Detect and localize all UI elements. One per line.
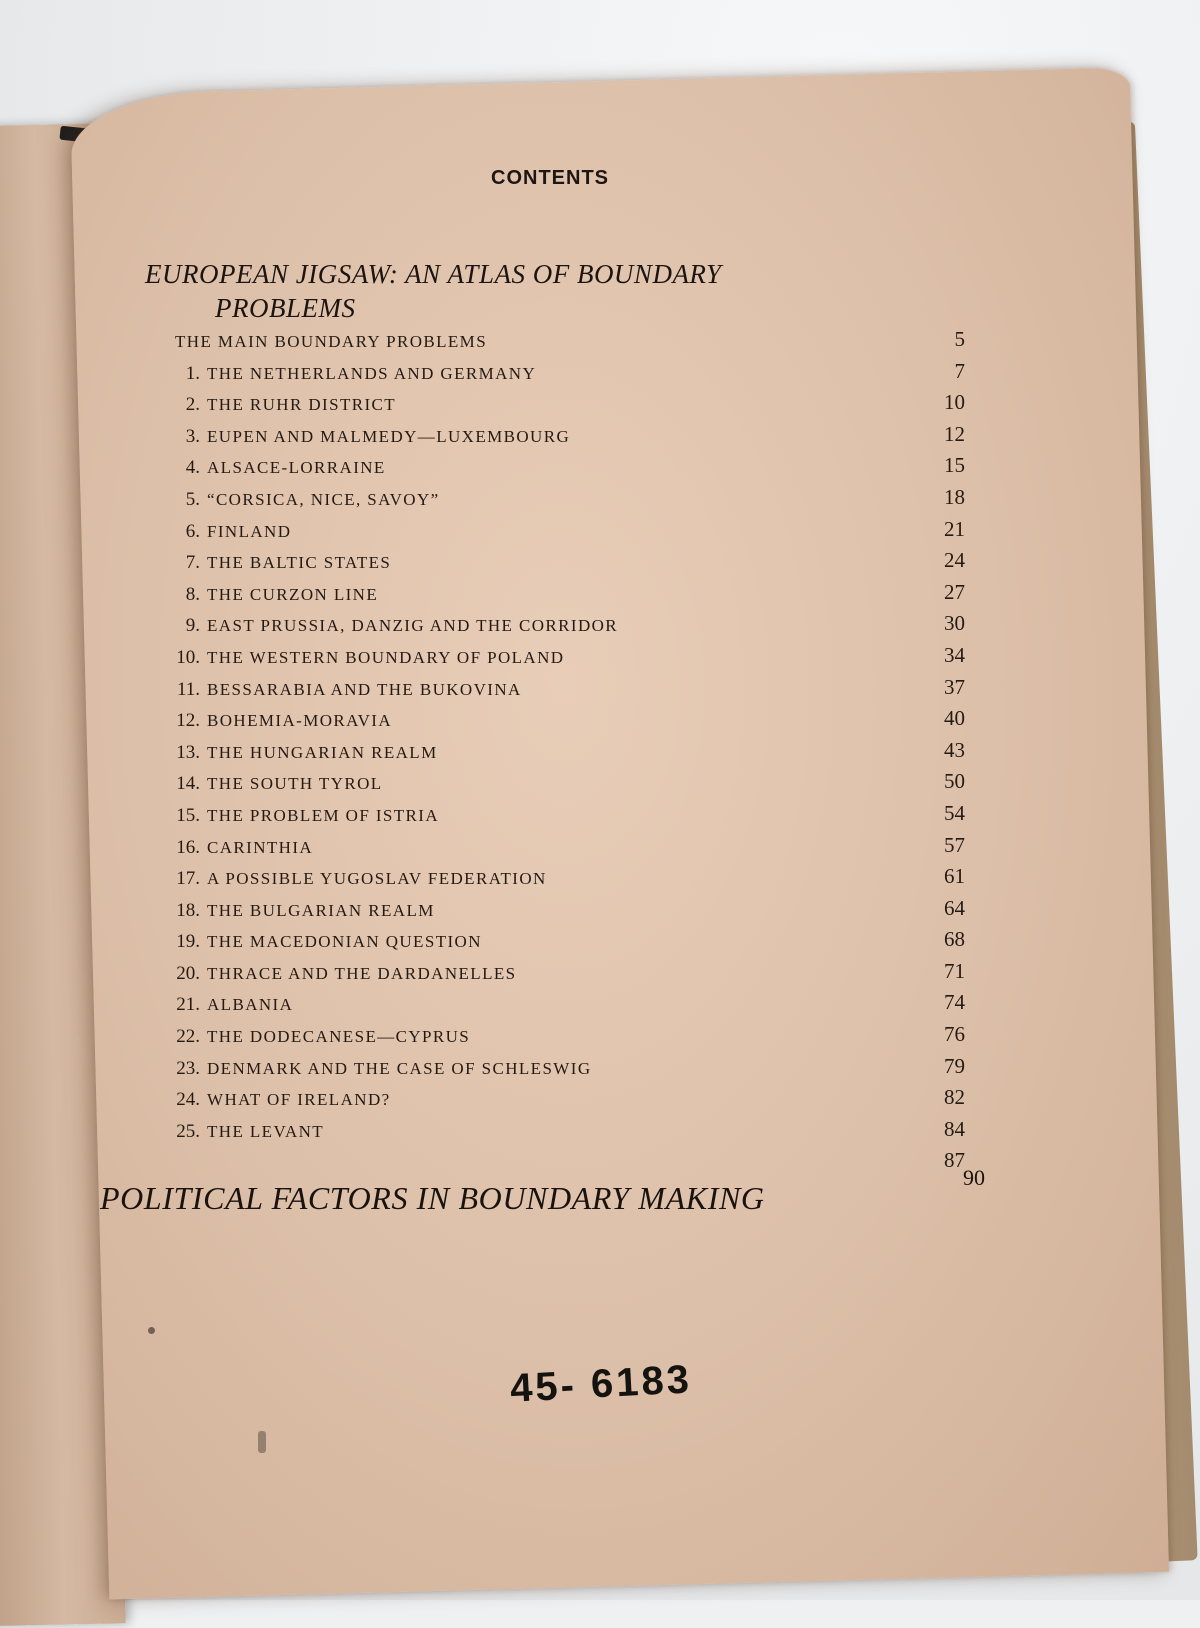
toc-entry-number: 9.	[185, 615, 200, 637]
part-title-line-2: PROBLEMS	[215, 293, 356, 323]
toc-entry-title: THE MAIN BOUNDARY PROBLEMS	[175, 332, 488, 351]
toc-entry-number: 13.	[176, 741, 200, 763]
toc-entry-number: 10.	[176, 646, 200, 668]
accession-stamp: 45- 6183	[509, 1357, 693, 1411]
toc-entry-number: 5.	[185, 488, 200, 510]
toc-entry-title: BOHEMIA-MORAVIA	[207, 711, 393, 731]
toc-entry	[155, 485, 995, 517]
toc-entry-number: 12.	[176, 710, 200, 732]
toc-entry-title: EAST PRUSSIA, DANZIG AND THE CORRIDOR	[207, 616, 619, 636]
part-title	[145, 257, 845, 325]
toc-entry-page: 43	[944, 737, 965, 762]
toc-entry-number: 20.	[176, 962, 200, 984]
toc-entry	[155, 517, 995, 549]
toc-entry-page: 37	[944, 674, 965, 699]
toc-entry-number: 4.	[185, 457, 200, 479]
toc-entry-title: THE RUHR DISTRICT	[207, 395, 397, 415]
toc-entry	[155, 896, 995, 928]
toc-entry-title: THE HUNGARIAN REALM	[207, 742, 438, 762]
toc-entry-page: 21	[944, 516, 965, 541]
toc-entry-page: 74	[944, 990, 965, 1015]
toc-entry	[155, 801, 995, 833]
toc-entry-title: CARINTHIA	[207, 837, 314, 857]
toc-entry-title: FINLAND	[207, 521, 292, 541]
toc-entry-title: THE WESTERN BOUNDARY OF POLAND	[207, 647, 565, 667]
toc-entry-number: 22.	[176, 1026, 200, 1048]
toc-entry-number: 19.	[176, 931, 200, 953]
toc-entry-title: THE BULGARIAN REALM	[207, 900, 435, 920]
toc-entry	[155, 959, 995, 991]
toc-entry-title: THE DODECANESE—CYPRUS	[207, 1027, 471, 1047]
page-title: CONTENTS	[491, 167, 609, 189]
toc-entry-page: 24	[944, 548, 965, 573]
toc-entry-page: 18	[944, 484, 965, 509]
toc-entry-page: 10	[944, 390, 965, 415]
ink-smudge	[258, 1431, 266, 1453]
toc-entry	[155, 1022, 995, 1054]
toc-entry-number: 18.	[176, 899, 200, 921]
toc-entry-page: 34	[944, 642, 965, 667]
toc-entry-number: 23.	[176, 1057, 200, 1079]
toc-entry-page: 27	[944, 579, 965, 604]
toc-entry-page: 15	[944, 453, 965, 478]
toc-list	[155, 327, 995, 1180]
toc-entry-title: ALSACE-LORRAINE	[207, 458, 386, 478]
toc-entry-page: 82	[944, 1085, 965, 1110]
toc-entry-page: 50	[944, 769, 965, 794]
toc-entry-number: 7.	[185, 552, 200, 574]
toc-entry-title: THRACE AND THE DARDANELLES	[207, 963, 517, 983]
toc-entry-page: 30	[944, 611, 965, 636]
toc-entry-number: 21.	[176, 994, 200, 1016]
toc-entry	[155, 1085, 995, 1117]
toc-entry-number: 24.	[176, 1089, 200, 1111]
toc-entry-title: EUPEN AND MALMEDY—LUXEMBOURG	[207, 426, 571, 446]
toc-entry	[155, 580, 995, 612]
toc-entry	[155, 990, 995, 1022]
toc-entry-title: “CORSICA, NICE, SAVOY”	[207, 489, 440, 509]
toc-entry-title: THE NETHERLANDS AND GERMANY	[207, 363, 537, 383]
toc-entry-title: WHAT OF IRELAND?	[207, 1090, 391, 1110]
toc-entry-title: ALBANIA	[207, 995, 294, 1015]
toc-entry	[155, 833, 995, 865]
toc-entry	[155, 1117, 995, 1149]
ink-dot	[148, 1327, 155, 1334]
toc-entry-page: 7	[954, 358, 965, 383]
toc-entry-title: THE CURZON LINE	[207, 584, 379, 604]
toc-entry-title: THE PROBLEM OF ISTRIA	[207, 805, 439, 825]
toc-entry	[155, 611, 995, 643]
toc-entry-page: 79	[944, 1053, 965, 1078]
toc-entry	[155, 422, 995, 454]
toc-entry-page: 64	[944, 895, 965, 920]
toc-entry-page: 61	[944, 864, 965, 889]
toc-entry	[155, 769, 995, 801]
toc-entry-page: 12	[944, 421, 965, 446]
toc-entry	[155, 359, 995, 391]
toc-entry	[155, 390, 995, 422]
toc-entry	[155, 738, 995, 770]
toc-entry	[155, 706, 995, 738]
toc-entry-page: 40	[944, 706, 965, 731]
toc-entry-number: 8.	[185, 583, 200, 605]
toc-entry-title: A POSSIBLE YUGOSLAV FEDERATION	[207, 869, 547, 889]
toc-entry	[155, 864, 995, 896]
toc-entry-page: 76	[944, 1022, 965, 1047]
toc-entry	[155, 643, 995, 675]
toc-entry	[155, 675, 995, 707]
toc-entry	[155, 327, 995, 359]
toc-entry-number: 25.	[176, 1120, 200, 1142]
toc-entry-page: 54	[944, 800, 965, 825]
toc-entry-number: 15.	[176, 804, 200, 826]
toc-entry	[155, 927, 995, 959]
toc-entry-number: 11.	[176, 678, 200, 700]
toc-entry-page: 71	[944, 958, 965, 983]
toc-entry-title: BESSARABIA AND THE BUKOVINA	[207, 679, 522, 699]
toc-entry-page: 5	[954, 327, 965, 351]
toc-entry-title: THE SOUTH TYROL	[207, 774, 383, 794]
toc-entry	[155, 548, 995, 580]
final-section-title: POLITICAL FACTORS IN BOUNDARY MAKING	[100, 1180, 765, 1216]
toc-entry-page: 68	[944, 927, 965, 952]
toc-entry-number: 17.	[176, 868, 200, 890]
toc-entry-number: 2.	[185, 394, 200, 416]
toc-entry-number: 16.	[176, 836, 200, 858]
toc-entry-number: 3.	[185, 425, 200, 447]
toc-entry-number: 6.	[185, 520, 200, 542]
final-section-page: 90	[963, 1165, 985, 1190]
toc-entry-number: 1.	[185, 362, 200, 384]
toc-entry-title: THE LEVANT	[207, 1121, 325, 1141]
toc-entry-title: DENMARK AND THE CASE OF SCHLESWIG	[207, 1058, 592, 1078]
toc-entry-page: 84	[943, 1116, 965, 1141]
toc-entry	[155, 1148, 995, 1180]
toc-entry	[155, 453, 995, 485]
toc-entry-page: 57	[944, 832, 965, 857]
toc-entry-title: THE BALTIC STATES	[207, 553, 392, 573]
toc-entry-number: 14.	[176, 773, 200, 795]
toc-entry-page: 87	[944, 1148, 965, 1173]
toc-entry-title: THE MACEDONIAN QUESTION	[207, 932, 482, 952]
contents-page	[70, 67, 1169, 1599]
toc-entry	[155, 1054, 995, 1086]
part-title-line-1: EUROPEAN JIGSAW: AN ATLAS OF BOUNDARY	[145, 259, 722, 289]
